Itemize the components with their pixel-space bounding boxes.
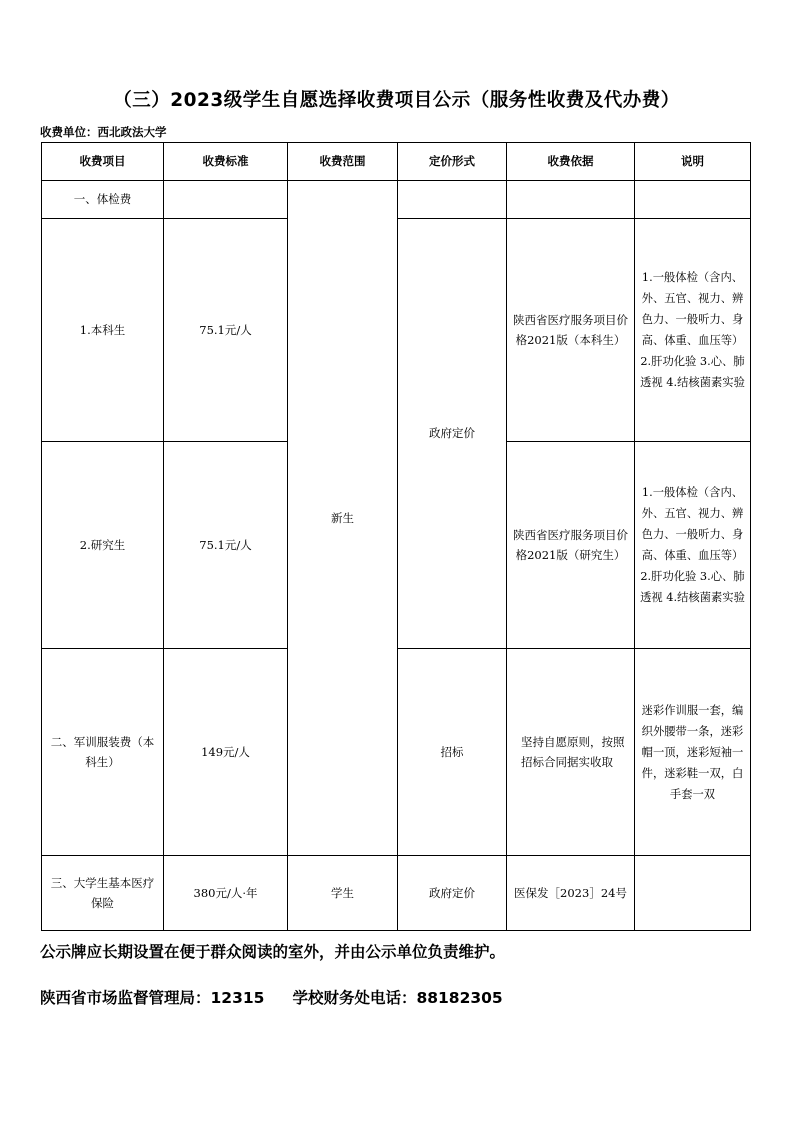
item-grad: 2.研究生 xyxy=(42,442,164,649)
note-undergrad: 1.一般体检（含内、外、五官、视力、辨色力、一般听力、身高、体重、血压等）2.肝功化验 3.心、肺透视 4.结核菌素实验 xyxy=(635,219,751,442)
scope-insurance: 学生 xyxy=(288,856,398,931)
table-row xyxy=(42,181,751,219)
basis-undergrad: 陕西省医疗服务项目价格2021版（本科生） xyxy=(507,219,635,442)
header-standard: 收费标准 xyxy=(164,143,288,181)
pricing-insurance: 政府定价 xyxy=(398,856,507,931)
item-insurance: 三、大学生基本医疗保险 xyxy=(42,856,164,931)
scope-new-students: 新生 xyxy=(288,181,398,856)
fee-table xyxy=(41,142,751,931)
notice-text: 公示牌应长期设置在便于群众阅读的室外，并由公示单位负责维护。 xyxy=(40,943,506,961)
note-grad: 1.一般体检（含内、外、五官、视力、辨色力、一般听力、身高、体重、血压等）2.肝功化验 3.心、肺透视 4.结核菌素实验 xyxy=(635,442,751,649)
header-basis: 收费依据 xyxy=(507,143,635,181)
basis-grad: 陕西省医疗服务项目价格2021版（研究生） xyxy=(507,442,635,649)
table-row xyxy=(42,856,751,931)
fee-unit-label: 收费单位：西北政法大学 xyxy=(40,125,167,139)
finance-phone: 学校财务处电话：88182305 xyxy=(292,989,503,1007)
standard-uniform: 149元/人 xyxy=(164,649,288,856)
header-scope: 收费范围 xyxy=(288,143,398,181)
header-item: 收费项目 xyxy=(42,143,164,181)
note-insurance xyxy=(635,856,751,931)
section-medical-exam: 一、体检费 xyxy=(42,181,164,219)
page-title: （三）2023级学生自愿选择收费项目公示（服务性收费及代办费） xyxy=(113,90,680,111)
contact-line xyxy=(40,986,503,1008)
header-note: 说明 xyxy=(635,143,751,181)
basis-insurance: 医保发［2023］24号 xyxy=(507,856,635,931)
basis-uniform: 坚持自愿原则，按照招标合同据实收取 xyxy=(507,649,635,856)
standard-undergrad: 75.1元/人 xyxy=(164,219,288,442)
standard-insurance: 380元/人·年 xyxy=(164,856,288,931)
header-pricing: 定价形式 xyxy=(398,143,507,181)
pricing-uniform: 招标 xyxy=(398,649,507,856)
empty-cell xyxy=(635,181,751,219)
empty-cell xyxy=(507,181,635,219)
standard-grad: 75.1元/人 xyxy=(164,442,288,649)
empty-cell xyxy=(398,181,507,219)
empty-cell xyxy=(164,181,288,219)
item-uniform: 二、军训服装费（本科生） xyxy=(42,649,164,856)
item-undergrad: 1.本科生 xyxy=(42,219,164,442)
market-hotline: 陕西省市场监督管理局：12315 xyxy=(40,989,265,1007)
note-uniform: 迷彩作训服一套，编织外腰带一条，迷彩帽一顶，迷彩短袖一件，迷彩鞋一双，白手套一双 xyxy=(635,649,751,856)
table-header-row xyxy=(42,143,751,181)
pricing-government: 政府定价 xyxy=(398,219,507,649)
